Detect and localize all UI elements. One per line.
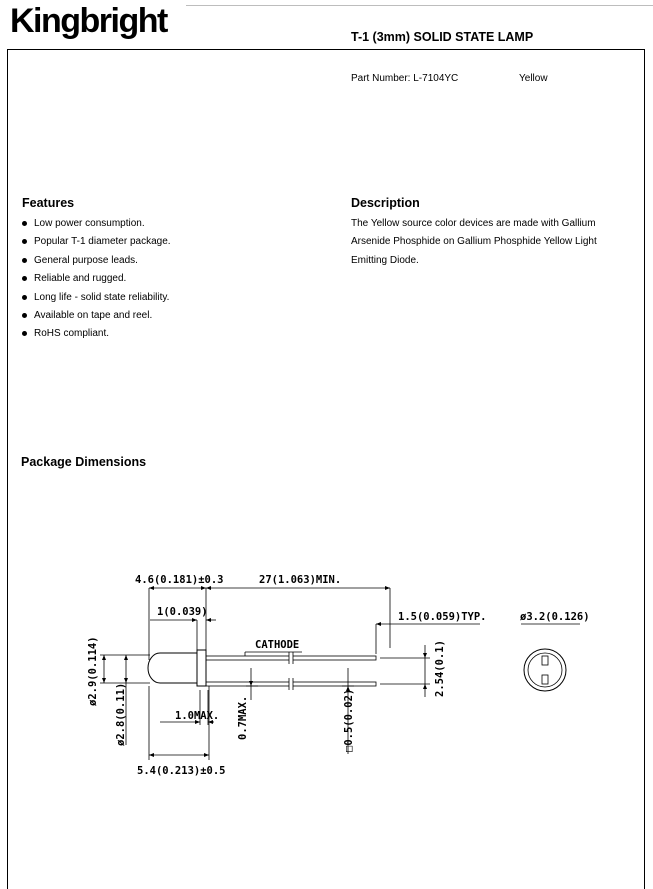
description-line: Arsenide Phosphide on Gallium Phosphide Yellow Light [351, 236, 597, 248]
dim-total-length: 5.4(0.213)±0.5 [137, 765, 226, 777]
part-number-label: Part Number: L-7104YC [351, 73, 459, 84]
feature-item: Reliable and rugged. [22, 272, 171, 290]
feature-item: General purpose leads. [22, 254, 171, 272]
feature-item: Low power consumption. [22, 217, 171, 235]
feature-item: RoHS compliant. [22, 327, 171, 345]
cathode-label: CATHODE [255, 639, 300, 651]
document-title: T-1 (3mm) SOLID STATE LAMP [351, 30, 534, 44]
dim-bend-max: 0.7MAX. [237, 695, 249, 740]
dim-outer-diameter: ø2.9(0.114) [87, 636, 99, 706]
dim-body-length: 4.6(0.181)±0.3 [135, 574, 224, 586]
feature-item: Popular T-1 diameter package. [22, 235, 171, 253]
package-dimensions-heading: Package Dimensions [21, 455, 147, 469]
dim-lead-square: □0.5(0.02) [343, 688, 355, 752]
feature-item: Available on tape and reel. [22, 309, 171, 327]
description-line: The Yellow source color devices are made with Gallium [351, 218, 596, 229]
emitting-color-label: Yellow [519, 73, 548, 84]
dim-flange: 1(0.039) [157, 606, 208, 618]
description-heading: Description [351, 196, 420, 210]
feature-item: Long life - solid state reliability. [22, 291, 171, 309]
dim-flange-max: 1.0MAX. [175, 710, 220, 722]
dim-lead-pitch: 2.54(0.1) [434, 640, 446, 697]
dim-lead-offset: 1.5(0.059)TYP. [398, 611, 487, 623]
dim-end-diameter: ø3.2(0.126) [520, 611, 590, 623]
brand-logo: Kingbright [10, 2, 167, 40]
features-heading: Features [22, 196, 75, 210]
dim-lead-length: 27(1.063)MIN. [259, 574, 342, 586]
dim-inner-diameter: ø2.8(0.11) [115, 682, 127, 746]
description-line: Emitting Diode. [351, 254, 419, 266]
